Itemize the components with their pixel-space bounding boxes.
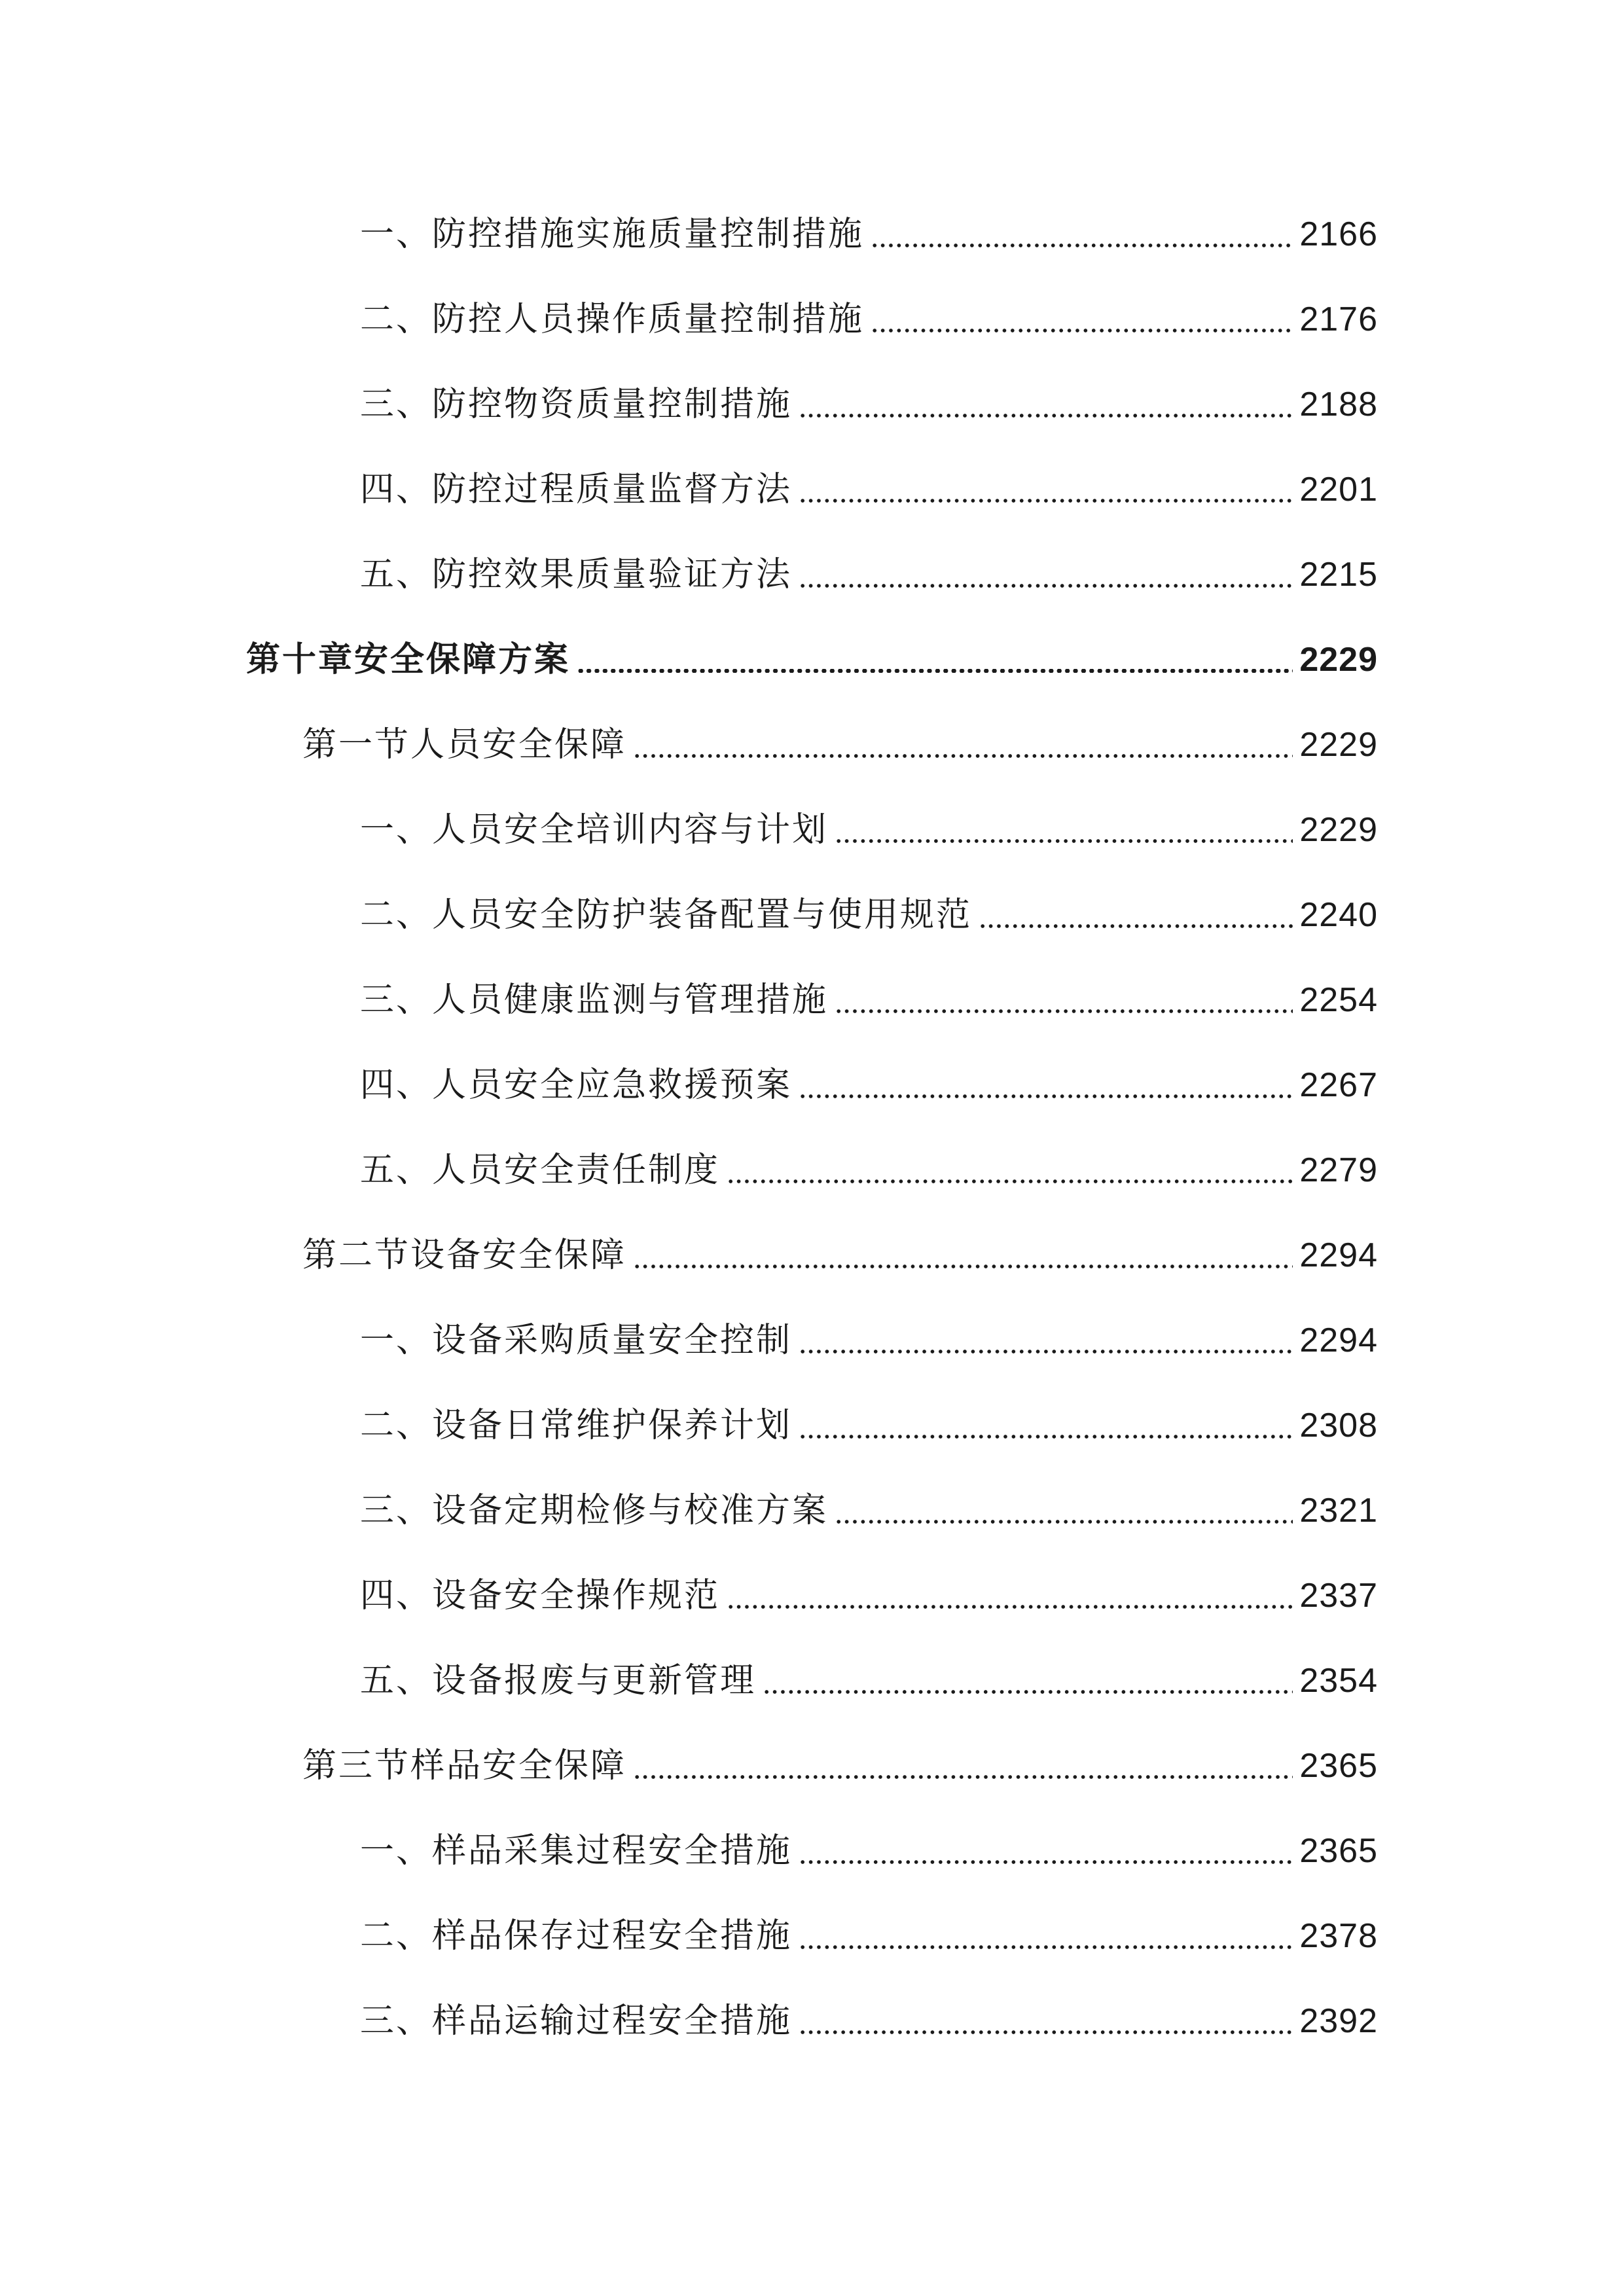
dot-leader	[835, 1520, 1293, 1524]
toc-entry-title: 四、人员安全应急救援预案	[360, 1066, 793, 1105]
toc-entry-page: 2201	[1299, 471, 1378, 509]
toc-entry-page: 2188	[1299, 386, 1378, 423]
toc-entry-page: 2365	[1299, 1747, 1378, 1785]
toc-entry-page: 2392	[1299, 2002, 1378, 2040]
dot-leader	[871, 243, 1293, 247]
toc-entry[interactable]	[360, 1825, 1378, 1877]
toc-entry-title: 三、防控物资质量控制措施	[360, 385, 793, 424]
toc-entry-title: 一、人员安全培训内容与计划	[360, 810, 829, 850]
toc-entry-page: 2267	[1299, 1066, 1378, 1104]
dot-leader	[799, 1860, 1293, 1864]
toc-section-entry[interactable]	[302, 1229, 1378, 1282]
toc-entry-page: 2229	[1299, 811, 1378, 849]
toc-entry-page: 2294	[1299, 1236, 1378, 1274]
toc-entry-title: 一、防控措施实施质量控制措施	[360, 215, 865, 254]
toc-entry[interactable]	[360, 1399, 1378, 1452]
dot-leader	[799, 1094, 1293, 1098]
toc-section-entry[interactable]	[302, 1740, 1378, 1792]
toc-entry-title: 五、设备报废与更新管理	[360, 1661, 757, 1700]
toc-entry-title: 五、人员安全责任制度	[360, 1151, 721, 1190]
dot-leader	[799, 1350, 1293, 1354]
toc-entry[interactable]	[360, 548, 1378, 601]
toc-entry[interactable]	[360, 1059, 1378, 1111]
toc-entry-title: 三、设备定期检修与校准方案	[360, 1491, 829, 1530]
toc-entry-page: 2166	[1299, 215, 1378, 253]
dot-leader	[871, 329, 1293, 332]
toc-entry-title: 第二节设备安全保障	[302, 1236, 627, 1275]
toc-entry[interactable]	[360, 1910, 1378, 1962]
toc-entry-page: 2176	[1299, 300, 1378, 338]
toc-entry[interactable]	[360, 463, 1378, 516]
dot-leader	[799, 1945, 1293, 1949]
toc-entry-page: 2321	[1299, 1492, 1378, 1530]
dot-leader	[799, 499, 1293, 503]
toc-entry-page: 2229	[1299, 641, 1378, 679]
toc-entry[interactable]	[360, 1484, 1378, 1537]
toc-entry-title: 四、防控过程质量监督方法	[360, 470, 793, 509]
toc-entry[interactable]	[360, 293, 1378, 346]
dot-leader	[727, 1179, 1293, 1183]
toc-entry-page: 2337	[1299, 1577, 1378, 1615]
dot-leader	[763, 1690, 1293, 1694]
toc-entry-title: 二、样品保存过程安全措施	[360, 1916, 793, 1956]
toc-entry-page: 2294	[1299, 1321, 1378, 1359]
toc-section-entry[interactable]	[302, 719, 1378, 771]
toc-entry[interactable]	[360, 378, 1378, 431]
toc-entry[interactable]	[360, 1144, 1378, 1196]
toc-entry-page: 2354	[1299, 1662, 1378, 1700]
toc-entry-title: 三、人员健康监测与管理措施	[360, 980, 829, 1020]
dot-leader	[633, 1775, 1293, 1779]
dot-leader	[979, 924, 1293, 928]
toc-entry-title: 第一节人员安全保障	[302, 725, 627, 764]
toc-entry-page: 2229	[1299, 726, 1378, 764]
toc-entry-title: 三、样品运输过程安全措施	[360, 2001, 793, 2041]
dot-leader	[799, 584, 1293, 588]
toc-entry-page: 2308	[1299, 1407, 1378, 1444]
toc-entry[interactable]	[360, 1314, 1378, 1367]
toc-entry-title: 二、人员安全防护装备配置与使用规范	[360, 895, 973, 935]
dot-leader	[799, 1435, 1293, 1439]
dot-leader	[633, 754, 1293, 758]
toc-entry-page: 2240	[1299, 896, 1378, 934]
dot-leader	[799, 414, 1293, 418]
toc-entry-page: 2378	[1299, 1917, 1378, 1955]
toc-entry-title: 第三节样品安全保障	[302, 1746, 627, 1785]
dot-leader	[577, 669, 1293, 673]
toc-chapter-entry[interactable]	[246, 634, 1378, 686]
toc-entry[interactable]	[360, 974, 1378, 1026]
toc-entry-page: 2254	[1299, 981, 1378, 1019]
toc-entry-page: 2215	[1299, 556, 1378, 594]
dot-leader	[799, 2030, 1293, 2034]
toc-entry-title: 五、防控效果质量验证方法	[360, 555, 793, 594]
toc-entry[interactable]	[360, 1655, 1378, 1707]
dot-leader	[835, 1009, 1293, 1013]
toc-entry-page: 2279	[1299, 1151, 1378, 1189]
toc-entry-title: 一、设备采购质量安全控制	[360, 1321, 793, 1360]
dot-leader	[727, 1605, 1293, 1609]
toc-entry-title: 二、设备日常维护保养计划	[360, 1406, 793, 1445]
toc-entry[interactable]	[360, 1995, 1378, 2047]
toc-entry[interactable]	[360, 1570, 1378, 1622]
toc-entry-title: 四、设备安全操作规范	[360, 1576, 721, 1615]
toc-entry[interactable]	[360, 208, 1378, 260]
toc-entry-title: 第十章安全保障方案	[246, 640, 571, 679]
toc-entry[interactable]	[360, 889, 1378, 941]
dot-leader	[835, 839, 1293, 843]
toc-entry[interactable]	[360, 804, 1378, 856]
toc-entry-page: 2365	[1299, 1832, 1378, 1870]
dot-leader	[633, 1265, 1293, 1268]
toc-entry-title: 一、样品采集过程安全措施	[360, 1831, 793, 1871]
toc-entry-title: 二、防控人员操作质量控制措施	[360, 300, 865, 339]
